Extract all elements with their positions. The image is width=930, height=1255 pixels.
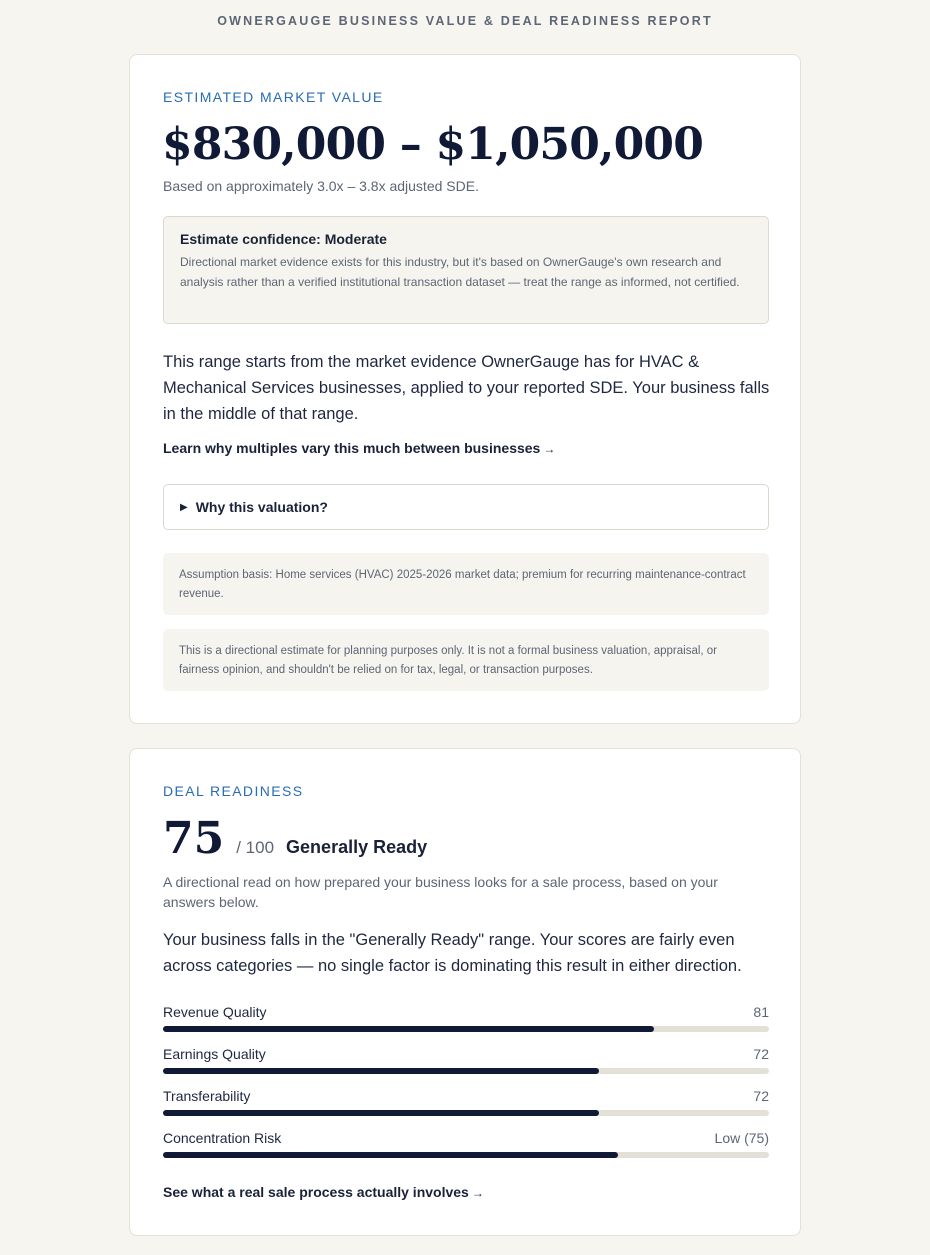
valuation-basis: Based on approximately 3.0x – 3.8x adjusted SDE.: [163, 178, 479, 194]
readiness-score-max: / 100: [236, 838, 275, 857]
category-label: Earnings Quality: [163, 1046, 266, 1062]
sale-process-link[interactable]: [163, 1184, 484, 1200]
confidence-title: Estimate confidence: Moderate: [180, 231, 387, 247]
category-label: Revenue Quality: [163, 1004, 267, 1020]
market-value-eyebrow: ESTIMATED MARKET VALUE: [163, 89, 384, 105]
category-value: 72: [753, 1088, 769, 1104]
progress-track: [163, 1068, 769, 1074]
readiness-score: 75: [163, 813, 225, 864]
progress-fill: [163, 1068, 599, 1074]
market-value-card: [129, 54, 801, 724]
category-value: 81: [753, 1004, 769, 1020]
deal-readiness-card: [129, 748, 801, 1236]
category-value: Low (75): [714, 1130, 769, 1146]
category-value: 72: [753, 1046, 769, 1062]
progress-track: [163, 1110, 769, 1116]
progress-fill: [163, 1026, 654, 1032]
progress-track: [163, 1026, 769, 1032]
arrow-right-icon: →: [543, 442, 556, 456]
category-row-transferability: [163, 1088, 769, 1124]
readiness-label: Generally Ready: [286, 837, 428, 857]
deal-readiness-eyebrow: DEAL READINESS: [163, 783, 304, 799]
report-title: OWNERGAUGE BUSINESS VALUE & DEAL READINESS REPORT: [217, 14, 713, 28]
valuation-explanation: This range starts from the market evidence OwnerGauge has for HVAC & Mechanical Services businesses, applied to your reported SDE. Your business falls in the middle of that range.: [163, 353, 770, 423]
progress-fill: [163, 1110, 599, 1116]
why-valuation-label: Why this valuation?: [195, 499, 328, 515]
category-row-revenue-quality: [163, 1004, 769, 1040]
category-row-concentration-risk: [163, 1130, 769, 1166]
assumption-note: Assumption basis: Home services (HVAC) 2025-2026 market data; premium for recurring maintenance-contract revenue.: [163, 553, 769, 615]
sale-process-link-text: See what a real sale process actually involves: [163, 1184, 469, 1200]
value-range: $830,000 – $1,050,000: [162, 119, 704, 170]
category-label: Transferability: [163, 1088, 251, 1104]
why-valuation-toggle[interactable]: [163, 484, 769, 530]
confidence-body: Directional market evidence exists for this industry, but it's based on OwnerGauge's own research and analysis rather than a verified institutional transaction dataset — treat the range as informed, not certified.: [180, 255, 740, 289]
score-line: [163, 813, 427, 864]
arrow-right-icon: →: [471, 1186, 484, 1200]
learn-multiples-link-text: Learn why multiples vary this much between businesses: [163, 440, 541, 456]
disclaimer-note: This is a directional estimate for planning purposes only. It is not a formal business valuation, appraisal, or fairness opinion, and shouldn't be relied on for tax, legal, or transaction purposes.: [163, 629, 769, 691]
category-label: Concentration Risk: [163, 1130, 282, 1146]
learn-multiples-link[interactable]: [163, 440, 555, 456]
readiness-summary: Your business falls in the "Generally Ready" range. Your scores are fairly even across categories — no single factor is dominating this result in either direction.: [163, 931, 742, 975]
category-row-earnings-quality: [163, 1046, 769, 1082]
readiness-intro: A directional read on how prepared your business looks for a sale process, based on your answers below.: [163, 874, 718, 910]
progress-track: [163, 1152, 769, 1158]
disclosure-triangle-icon: ▶: [180, 501, 188, 513]
confidence-box: [163, 216, 769, 324]
progress-fill: [163, 1152, 618, 1158]
